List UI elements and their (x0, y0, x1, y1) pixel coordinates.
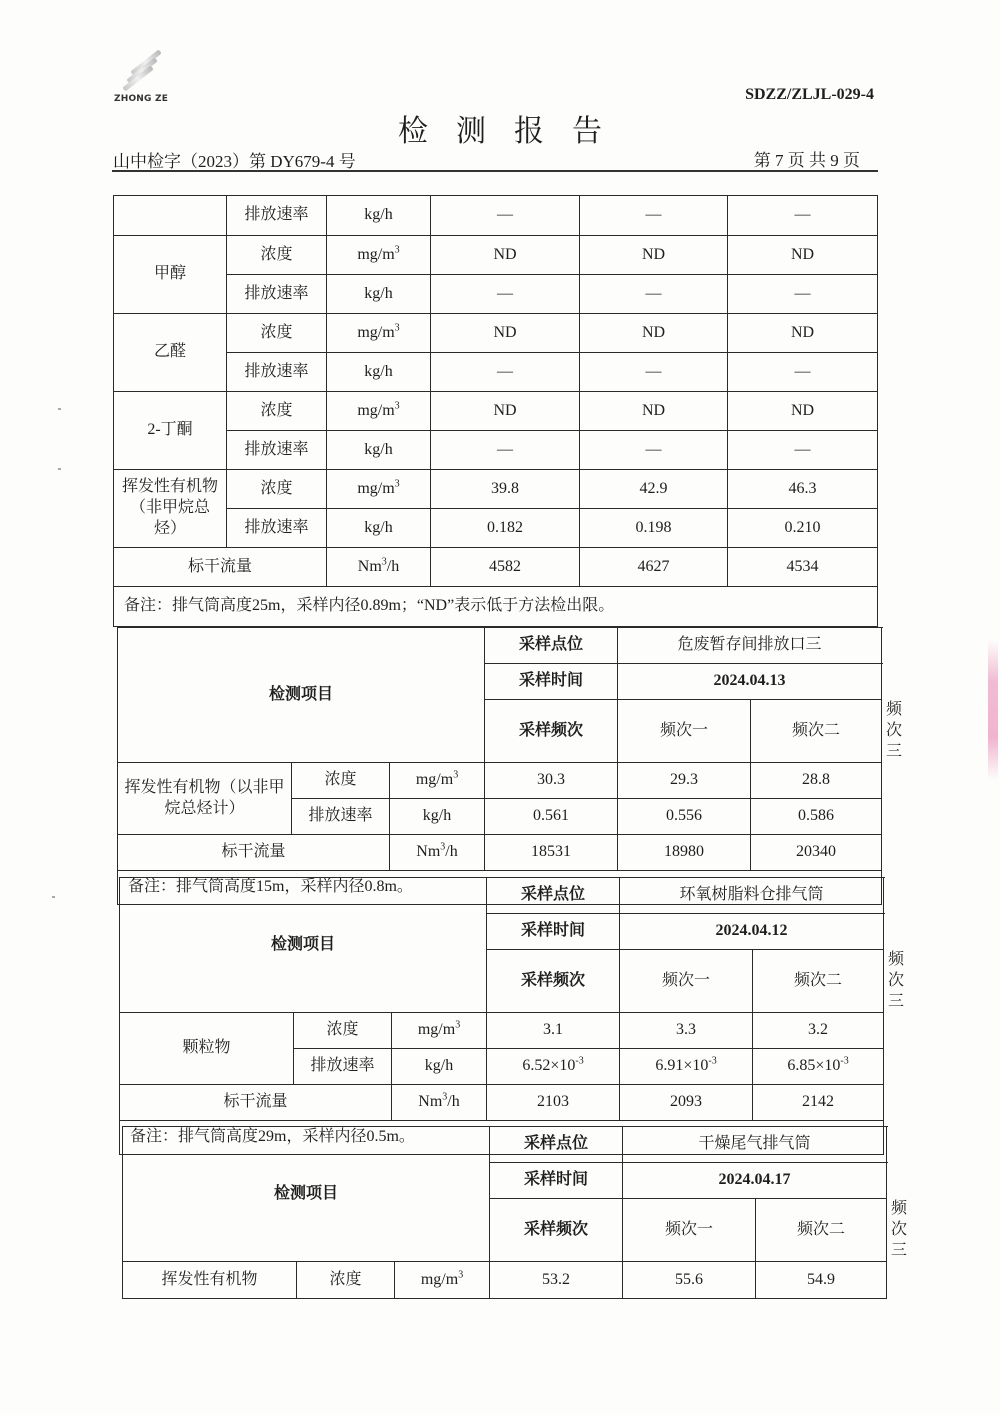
flow-row (114, 548, 878, 587)
table-note: 备注：排气筒高度29m，采样内径0.5m。 (120, 1121, 884, 1155)
results-table-hazardous-waste-outlet (117, 627, 903, 905)
param-cell: 排放速率 (227, 431, 327, 470)
param-cell: 浓度 (227, 470, 327, 509)
value-cell: 2093 (620, 1085, 753, 1121)
unit-cell: $mg/m^3$ (392, 1013, 487, 1049)
param-cell: 排放速率 (292, 799, 390, 835)
value-cell: 18980 (618, 835, 751, 871)
time-label: 采样时间 (490, 1163, 623, 1199)
time-value: 2024.04.17 (623, 1163, 887, 1199)
unit-cell: $mg/m^3$ (390, 763, 485, 799)
item-cell: 甲醇 (114, 236, 227, 314)
logo-stripes-icon (122, 54, 162, 88)
param-cell: 排放速率 (227, 509, 327, 548)
freq-label: 采样频次 (485, 700, 618, 763)
item-header: 检测项目 (120, 878, 487, 1013)
table-row (114, 353, 878, 392)
value-cell: ND (728, 314, 878, 353)
value-cell: ND (580, 314, 728, 353)
unit-cell: kg/h (390, 799, 485, 835)
value-cell: — (431, 353, 580, 392)
item-cell: 挥发性有机物 (123, 1262, 297, 1299)
table-row (114, 470, 878, 509)
item-cell: 2-丁酮 (114, 392, 227, 470)
freq-label: 采样频次 (490, 1199, 623, 1262)
value-cell: 54.9 (756, 1262, 887, 1299)
flow-label: 标干流量 (118, 835, 390, 871)
value-cell: — (580, 353, 728, 392)
value-cell: — (431, 431, 580, 470)
scan-speck (52, 896, 55, 898)
value-cell: 46.3 (728, 470, 878, 509)
time-label: 采样时间 (487, 914, 620, 950)
item-cell (114, 196, 227, 236)
value-cell: 29.3 (618, 763, 751, 799)
value-cell: $6.52\times 10^{-3}$ (487, 1049, 620, 1085)
scan-speck (58, 408, 61, 410)
unit-cell: Nm$^3$/h (392, 1085, 487, 1121)
value-cell: 4534 (728, 548, 878, 587)
table-row (114, 275, 878, 314)
value-cell: — (580, 275, 728, 314)
freq-header: 频次一 (623, 1199, 756, 1262)
value-cell: — (580, 196, 728, 236)
value-cell: 4582 (431, 548, 580, 587)
table-row (114, 236, 878, 275)
document-code: SDZZ/ZLJL-029-4 (745, 86, 874, 103)
item-cell: 挥发性有机物（以非甲烷总烃计） (118, 763, 292, 835)
param-cell: 排放速率 (294, 1049, 392, 1085)
unit-cell: kg/h (327, 431, 431, 470)
table-row (120, 878, 884, 914)
time-label: 采样时间 (485, 664, 618, 700)
unit-cell: $mg/m^3$ (327, 314, 431, 353)
item-cell: 乙醛 (114, 314, 227, 392)
value-cell: ND (728, 236, 878, 275)
value-cell: 2142 (753, 1085, 884, 1121)
value-cell: — (431, 196, 580, 236)
freq-header: 频次一 (618, 700, 751, 763)
table-row (114, 509, 878, 548)
location-value: 危废暂存间排放口三 (618, 628, 882, 664)
value-cell: 0.586 (751, 799, 882, 835)
value-cell: 42.9 (580, 470, 728, 509)
value-cell: — (431, 275, 580, 314)
report-number: 山中检字（2023）第 DY679-4 号 (113, 152, 356, 171)
table-row (114, 314, 878, 353)
value-cell: ND (728, 392, 878, 431)
table-row: 采样频次 频次一 频次二 频次三 (120, 950, 884, 1013)
table-row (123, 1262, 887, 1299)
table-row (118, 628, 882, 664)
freq-header: 频次二 (751, 700, 882, 763)
value-cell: 39.8 (431, 470, 580, 509)
unit-cell: kg/h (392, 1049, 487, 1085)
unit-cell: $mg/m^3$ (327, 392, 431, 431)
logo-text: ZHONG ZE (114, 94, 169, 104)
value-cell: 3.2 (753, 1013, 884, 1049)
value-cell: 28.8 (751, 763, 882, 799)
value-cell: 0.198 (580, 509, 728, 548)
table-row (114, 392, 878, 431)
results-table-drying-exhaust (122, 1126, 908, 1299)
results-table-epoxy-silo-exhaust (119, 877, 905, 1155)
value-cell: ND (580, 236, 728, 275)
param-cell: 排放速率 (227, 353, 327, 392)
table-row (123, 1127, 887, 1163)
value-cell: $6.91\times 10^{-3}$ (620, 1049, 753, 1085)
unit-cell: kg/h (327, 275, 431, 314)
value-cell: ND (431, 236, 580, 275)
value-cell: 18531 (485, 835, 618, 871)
page-title: 检测报告 (398, 115, 630, 148)
unit-cell: kg/h (327, 509, 431, 548)
value-cell: 3.1 (487, 1013, 620, 1049)
location-label: 采样点位 (490, 1127, 623, 1163)
param-cell: 浓度 (227, 236, 327, 275)
value-cell: — (728, 353, 878, 392)
location-label: 采样点位 (487, 878, 620, 914)
value-cell: — (728, 196, 878, 236)
company-logo (108, 50, 178, 106)
item-header: 检测项目 (123, 1127, 490, 1262)
unit-cell: $mg/m^3$ (395, 1262, 490, 1299)
table-row (120, 1013, 884, 1049)
item-cell: 颗粒物 (120, 1013, 294, 1085)
flow-row (118, 835, 882, 871)
value-cell: 4627 (580, 548, 728, 587)
location-value: 环氧树脂料仓排气筒 (620, 878, 884, 914)
flow-label: 标干流量 (120, 1085, 392, 1121)
value-cell: 0.556 (618, 799, 751, 835)
table-row: 采样频次 频次一 频次二 频次三 (123, 1199, 887, 1262)
value-cell: 0.561 (485, 799, 618, 835)
seal-stamp-edge (988, 640, 998, 780)
param-cell: 浓度 (227, 314, 327, 353)
value-cell: ND (431, 392, 580, 431)
param-cell: 浓度 (297, 1262, 395, 1299)
param-cell: 浓度 (294, 1013, 392, 1049)
unit-cell: kg/h (327, 353, 431, 392)
unit-cell: $mg/m^3$ (327, 236, 431, 275)
unit-cell: Nm$^3$/h (390, 835, 485, 871)
param-cell: 排放速率 (227, 275, 327, 314)
flow-row (120, 1085, 884, 1121)
value-cell: 2103 (487, 1085, 620, 1121)
time-value: 2024.04.13 (618, 664, 882, 700)
item-cell: 挥发性有机物（非甲烷总烃） (114, 470, 227, 548)
table-row (114, 196, 878, 236)
freq-header: 频次二 (753, 950, 884, 1013)
value-cell: — (728, 275, 878, 314)
header-divider (112, 170, 878, 172)
flow-label: 标干流量 (114, 548, 327, 587)
value-cell: $6.85\times 10^{-3}$ (753, 1049, 884, 1085)
note-row (114, 587, 878, 627)
value-cell: 53.2 (490, 1262, 623, 1299)
value-cell: ND (431, 314, 580, 353)
table-row (118, 763, 882, 799)
table-row (114, 431, 878, 470)
results-table-continued (113, 195, 878, 627)
unit-cell: $mg/m^3$ (327, 470, 431, 509)
scan-speck (58, 468, 61, 470)
param-cell: 浓度 (292, 763, 390, 799)
table-note: 备注：排气筒高度25m，采样内径0.89m；“ND”表示低于方法检出限。 (114, 587, 878, 627)
page-number: 第 7 页 共 9 页 (753, 151, 860, 170)
freq-label: 采样频次 (487, 950, 620, 1013)
value-cell: 30.3 (485, 763, 618, 799)
freq-header: 频次二 (756, 1199, 887, 1262)
location-value: 干燥尾气排气筒 (623, 1127, 887, 1163)
value-cell: ND (580, 392, 728, 431)
value-cell: 0.182 (431, 509, 580, 548)
value-cell: 3.3 (620, 1013, 753, 1049)
unit-cell: Nm$^3$/h (327, 548, 431, 587)
value-cell: — (580, 431, 728, 470)
freq-header: 频次一 (620, 950, 753, 1013)
table-note: 备注：排气筒高度15m，采样内径0.8m。 (118, 871, 882, 905)
item-header: 检测项目 (118, 628, 485, 763)
param-cell: 排放速率 (227, 196, 327, 236)
value-cell: 55.6 (623, 1262, 756, 1299)
value-cell: 20340 (751, 835, 882, 871)
time-value: 2024.04.12 (620, 914, 884, 950)
param-cell: 浓度 (227, 392, 327, 431)
location-label: 采样点位 (485, 628, 618, 664)
table-row: 采样频次 频次一 频次二 频次三 (118, 700, 882, 763)
unit-cell: kg/h (327, 196, 431, 236)
value-cell: — (728, 431, 878, 470)
value-cell: 0.210 (728, 509, 878, 548)
